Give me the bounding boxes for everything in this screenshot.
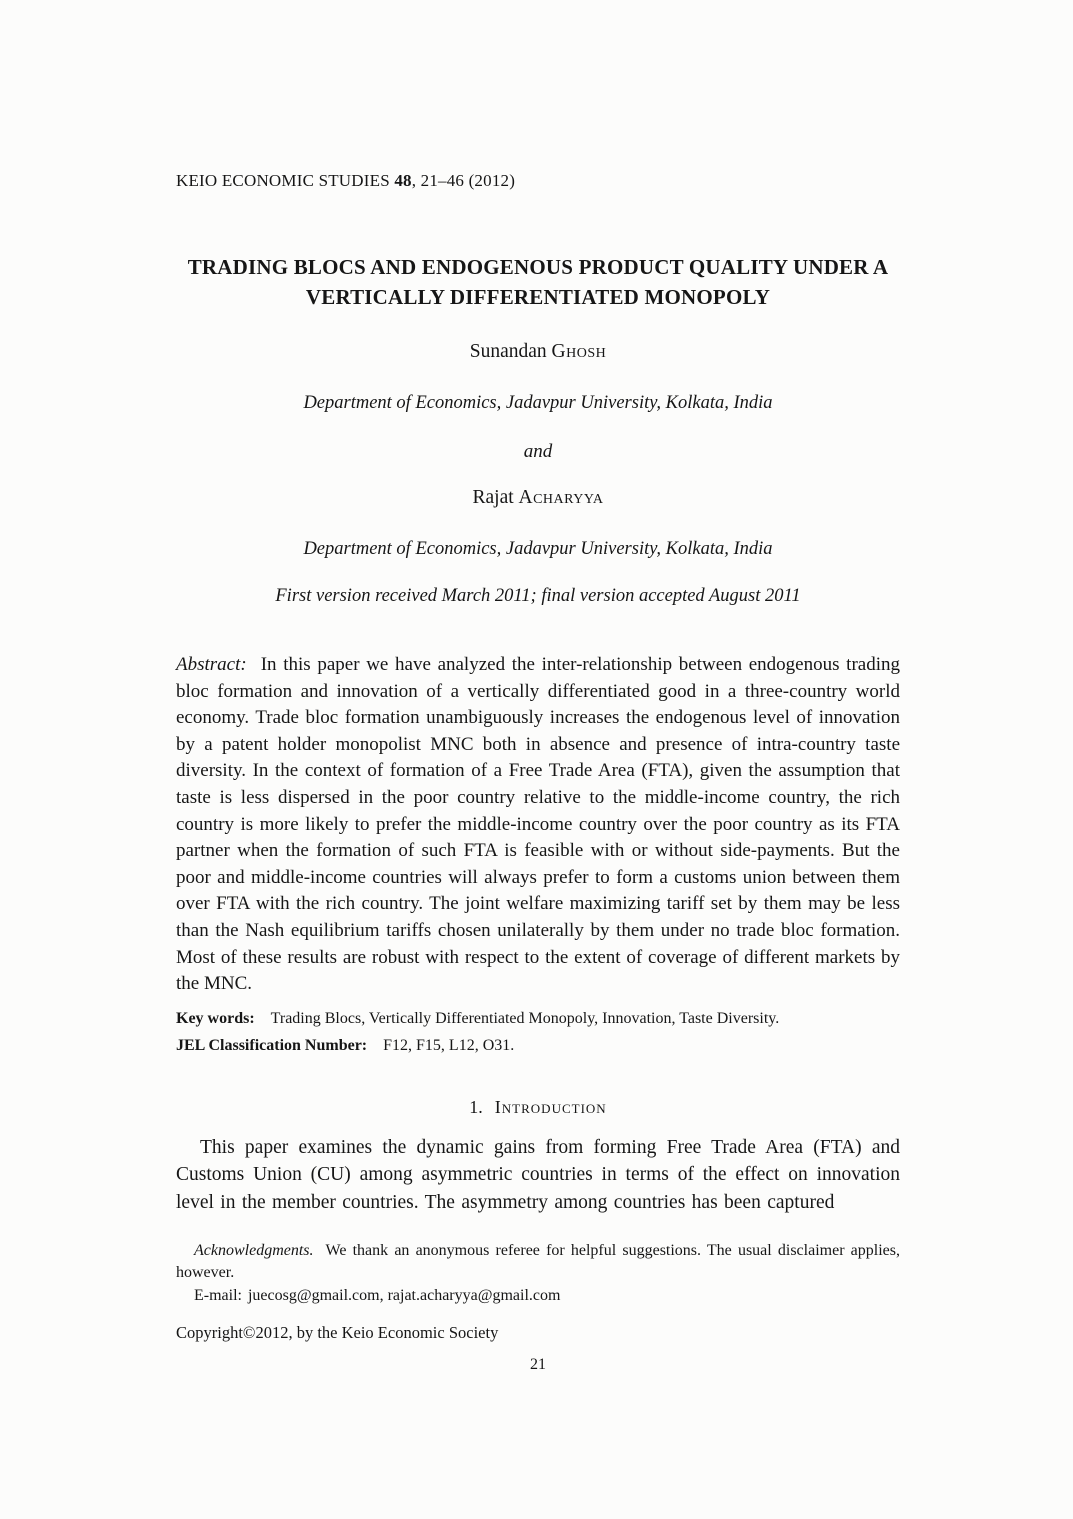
keywords-label: Key words:	[176, 1009, 255, 1027]
keywords-value: Trading Blocs, Vertically Differentiated Monopoly, Innovation, Taste Diversity.	[270, 1009, 780, 1027]
email-label: E-mail:	[194, 1286, 242, 1304]
author-2-surname: Acharyya	[518, 487, 604, 508]
journal-issue-info: , 21–46 (2012)	[411, 171, 516, 190]
acknowledgments-label: Acknowledgments.	[194, 1241, 314, 1259]
abstract-text: In this paper we have analyzed the inter-relationship between endogenous trading bloc formation and innovation of a vertically differentiated good in a three-country world economy. Trade bloc formation unambiguously increases the endogenous level of innovation by a patent holder monopolist MNC both in absence and presence of intra-country taste diversity. In the context of formation of a Free Trade Area (FTA), given the assumption that taste is less dispersed in the poor country relative to the middle-income country, the rich country is more likely to prefer the middle-income country over the poor country as its FTA partner when the formation of such FTA is feasible with or without side-payments. But the poor and middle-income countries will always prefer to form a customs union between them over FTA with the rich country. The joint welfare maximizing tariff set by them may be less than the Nash equilibrium tariffs chosen unilaterally by them under no trade bloc formation. Most of these results are robust with respect to the extent of coverage of different markets by the MNC.	[176, 654, 900, 995]
author-1-affiliation: Department of Economics, Jadavpur University, Kolkata, India	[303, 393, 773, 413]
keywords-jel-block	[176, 1005, 900, 1059]
author-2-given: Rajat	[472, 487, 519, 508]
introduction-paragraph: This paper examines the dynamic gains from forming Free Trade Area (FTA) and Customs Union (CU) among asymmetric countries in terms of the effect on innovation level in the member countries. The asymmetry among countries has been captured	[176, 1136, 900, 1213]
abstract-label: Abstract:	[176, 654, 247, 675]
author-1-surname: Ghosh	[551, 341, 607, 362]
journal-volume: 48	[394, 171, 412, 190]
author-1-name	[176, 340, 900, 364]
paper-title-line2: VERTICALLY DIFFERENTIATED MONOPOLY	[305, 285, 771, 309]
author-1-given: Sunandan	[469, 341, 552, 362]
acknowledgments	[176, 1240, 900, 1285]
journal-name: KEIO ECONOMIC STUDIES	[176, 171, 395, 190]
version-history: First version received March 2011; final version accepted August 2011	[275, 586, 801, 606]
copyright-notice: Copyright©2012, by the Keio Economic Society	[176, 1323, 499, 1343]
paper-title	[176, 252, 900, 312]
jel-value: F12, F15, L12, O31.	[383, 1036, 515, 1054]
jel-line	[176, 1032, 900, 1059]
running-header	[176, 170, 900, 192]
email-addresses: juecosg@gmail.com, rajat.acharyya@gmail.com	[247, 1286, 561, 1304]
section-number: 1.	[469, 1096, 483, 1117]
section-title: Introduction	[494, 1096, 607, 1117]
author-2-affiliation: Department of Economics, Jadavpur University, Kolkata, India	[303, 539, 773, 559]
paper-content	[176, 0, 900, 1375]
keywords-line	[176, 1005, 900, 1032]
author-2-name	[176, 486, 900, 510]
acknowledgments-text: We thank an anonymous referee for helpful suggestions. The usual disclaimer applies, however.	[176, 1241, 900, 1282]
page-number: 21	[530, 1356, 546, 1374]
footnote-block	[176, 1240, 900, 1308]
section-heading-introduction	[176, 1095, 900, 1119]
author-connector: and	[523, 441, 553, 462]
email-line	[176, 1285, 900, 1308]
paper-title-line1: TRADING BLOCS AND ENDOGENOUS PRODUCT QUALITY UNDER A	[187, 255, 889, 279]
jel-label: JEL Classification Number:	[176, 1036, 368, 1054]
abstract	[176, 652, 900, 998]
